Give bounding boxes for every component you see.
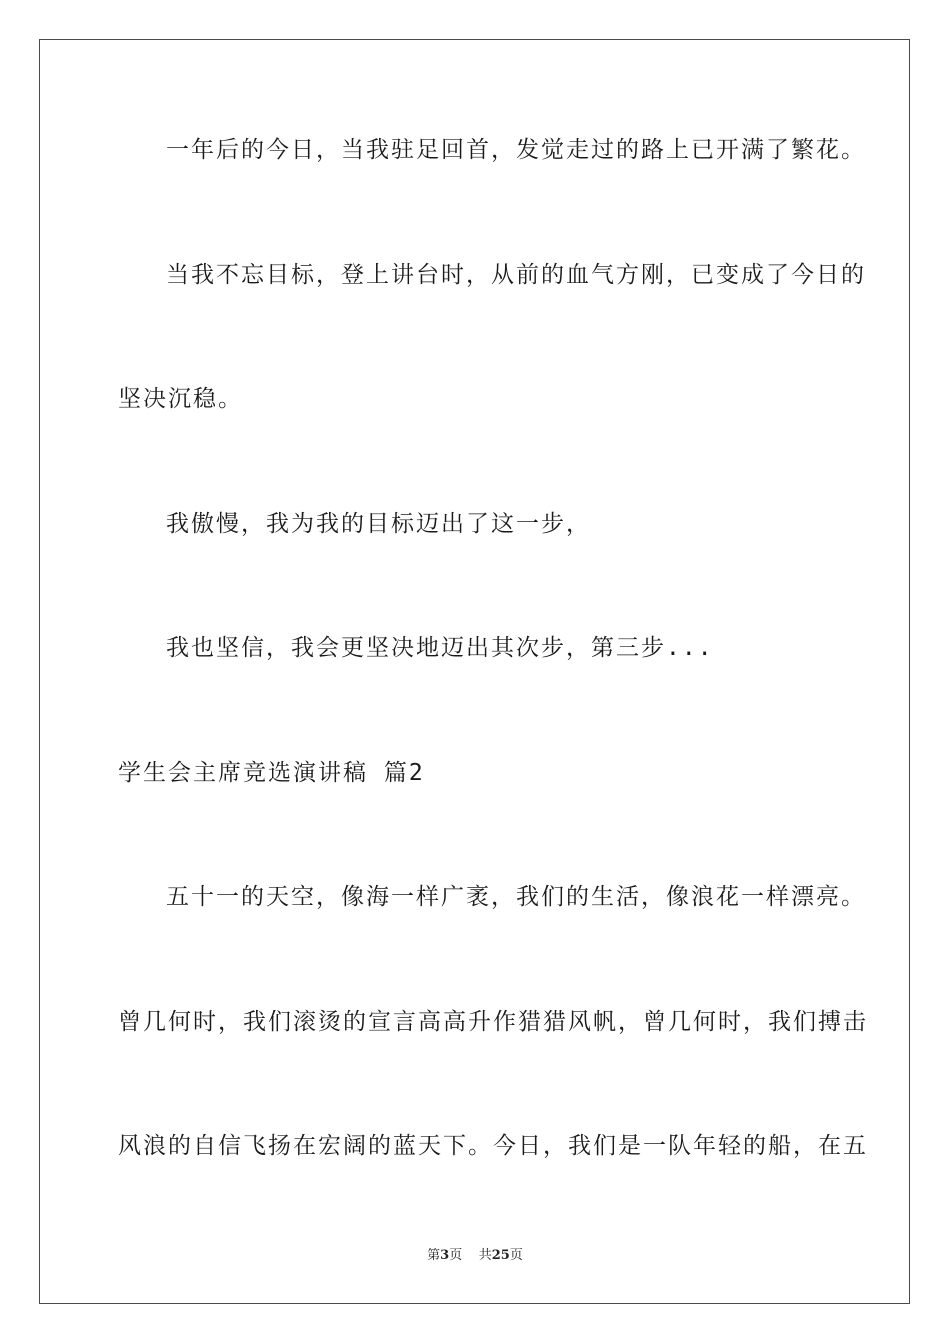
paragraph-line-7: 曾几何时，我们滚烫的宣言高高升作猎猎风帆，曾几何时，我们搏击	[118, 1009, 868, 1035]
paragraph-line-5: 我也坚信，我会更坚决地迈出其次步，第三步...	[166, 635, 714, 661]
page-current: 3	[440, 1248, 450, 1263]
paragraph-line-6: 五十一的天空，像海一样广袤，我们的生活，像浪花一样漂亮。	[166, 884, 866, 910]
paragraph-line-2: 当我不忘目标，登上讲台时，从前的血气方刚，已变成了今日的	[166, 262, 866, 288]
page-total: 25	[491, 1248, 510, 1263]
page-suffix: 页	[449, 1248, 463, 1263]
total-suffix: 页	[509, 1248, 523, 1263]
paragraph-line-4: 我傲慢，我为我的目标迈出了这一步，	[166, 511, 591, 537]
paragraph-line-8: 风浪的自信飞扬在宏阔的蓝天下。今日，我们是一队年轻的船，在五	[118, 1133, 868, 1159]
total-prefix: 共	[478, 1248, 492, 1263]
paragraph-line-3: 坚决沉稳。	[118, 386, 243, 412]
page-prefix: 第	[427, 1248, 441, 1263]
section-heading: 学生会主席竞选演讲稿 篇2	[118, 760, 425, 786]
paragraph-line-1: 一年后的今日，当我驻足回首，发觉走过的路上已开满了繁花。	[166, 137, 866, 163]
page-frame	[39, 39, 910, 1304]
page-footer	[0, 1247, 950, 1265]
